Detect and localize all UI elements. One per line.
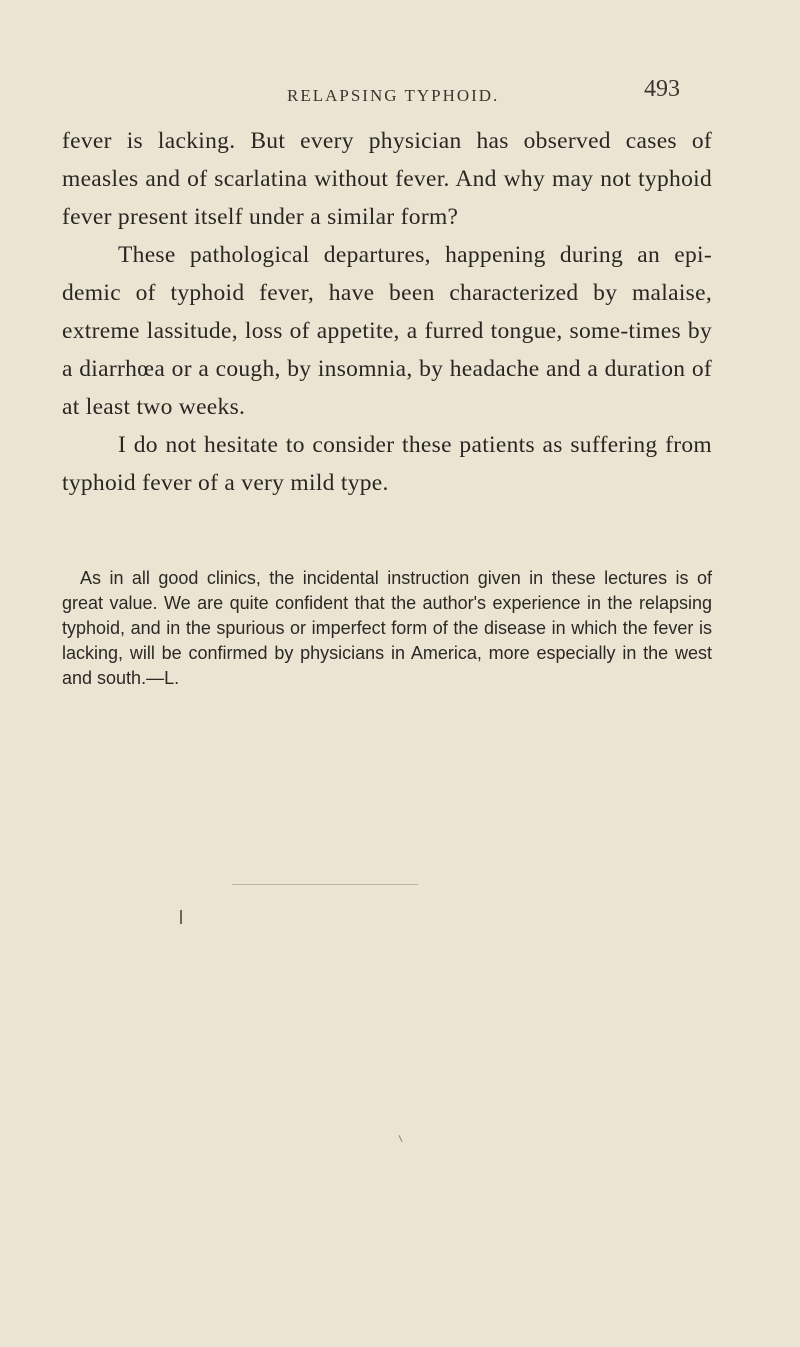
editor-note bbox=[62, 566, 712, 691]
editor-note-text: As in all good clinics, the incidental instruction given in these lectures is of great value. We are quite confident that the author's experience in the relapsing typhoid, and in the spurious or imperfect form of the disease in which the fever is lacking, will be confirmed by physicians in America, more especially in the west and south.—L. bbox=[62, 568, 712, 688]
faint-rule bbox=[232, 884, 418, 885]
paragraph-mild-type: I do not hesitate to consider these patients as suffering from typhoid fever of a very mild type. bbox=[62, 432, 712, 496]
ink-speck bbox=[180, 910, 182, 924]
main-text bbox=[62, 122, 712, 502]
ink-speck bbox=[399, 1135, 403, 1142]
paragraph-pathological-departures: These pathological departures, happening during an epi-demic of typhoid fever, have been characterized by malaise, extreme lassitude, loss of appetite, a furred tongue, some-times by a diarrhœa or a cough, by insomnia, by headache and a duration of at least two weeks. bbox=[62, 242, 712, 420]
running-head: RELAPSING TYPHOID. bbox=[287, 86, 500, 105]
page-number: 493 bbox=[644, 76, 680, 102]
paragraph-continued: fever is lacking. But every physician has observed cases of measles and of scarlatina without fever. And why may not typhoid fever present itself under a similar form? bbox=[62, 128, 712, 230]
